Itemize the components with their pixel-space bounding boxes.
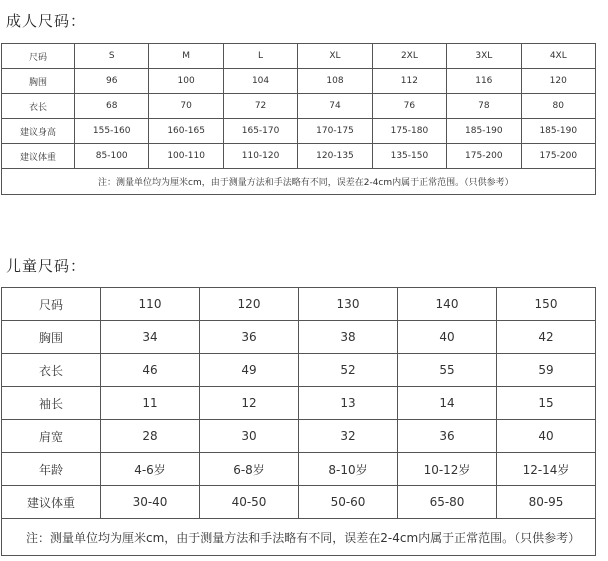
table-cell: 4XL <box>521 44 595 69</box>
table-cell: 100-110 <box>149 144 223 169</box>
table-cell: 40 <box>497 420 596 453</box>
table-cell: XL <box>298 44 372 69</box>
table-row <box>2 69 596 94</box>
table-cell: 155-160 <box>75 119 149 144</box>
table-row <box>2 321 596 354</box>
table-cell: 100 <box>149 69 223 94</box>
table-row <box>2 144 596 169</box>
row-label-cell: 衣长 <box>2 94 75 119</box>
table-cell: 116 <box>447 69 521 94</box>
table-cell: 72 <box>223 94 297 119</box>
adult-size-table <box>1 43 596 195</box>
table-cell: 55 <box>398 354 497 387</box>
table-cell: 110 <box>101 288 200 321</box>
row-label-cell: 年龄 <box>2 453 101 486</box>
table-cell: 30-40 <box>101 486 200 519</box>
table-cell: 70 <box>149 94 223 119</box>
table-cell: 2XL <box>372 44 446 69</box>
row-label-cell: 胸围 <box>2 69 75 94</box>
table-cell: 49 <box>200 354 299 387</box>
table-cell: 65-80 <box>398 486 497 519</box>
row-label-cell: 建议身高 <box>2 119 75 144</box>
child-size-table <box>1 287 596 556</box>
table-cell: 76 <box>372 94 446 119</box>
table-cell: 46 <box>101 354 200 387</box>
row-label-cell: 建议体重 <box>2 486 101 519</box>
table-cell: 78 <box>447 94 521 119</box>
header-row <box>2 288 596 321</box>
table-cell: 10-12岁 <box>398 453 497 486</box>
table-cell: 14 <box>398 387 497 420</box>
table-cell: 42 <box>497 321 596 354</box>
table-cell: 3XL <box>447 44 521 69</box>
table-cell: 28 <box>101 420 200 453</box>
row-label-cell: 尺码 <box>2 44 75 69</box>
table-cell: 185-190 <box>447 119 521 144</box>
measurement-note: 注：测量单位均为厘米cm，由于测量方法和手法略有不同，误差在2-4cm内属于正常范围。（只供参考） <box>2 169 596 195</box>
table-cell: 74 <box>298 94 372 119</box>
adult-size-title: 成人尺码： <box>6 12 87 30</box>
table-cell: 112 <box>372 69 446 94</box>
table-cell: 50-60 <box>299 486 398 519</box>
table-row <box>2 420 596 453</box>
table-cell: 68 <box>75 94 149 119</box>
table-cell: 120 <box>521 69 595 94</box>
table-cell: 13 <box>299 387 398 420</box>
table-cell: 185-190 <box>521 119 595 144</box>
table-row <box>2 354 596 387</box>
table-cell: 80-95 <box>497 486 596 519</box>
row-label-cell: 尺码 <box>2 288 101 321</box>
table-cell: 15 <box>497 387 596 420</box>
row-label-cell: 肩宽 <box>2 420 101 453</box>
table-row <box>2 94 596 119</box>
table-cell: 4-6岁 <box>101 453 200 486</box>
row-label-cell: 袖长 <box>2 387 101 420</box>
table-cell: 38 <box>299 321 398 354</box>
measurement-note: 注：测量单位均为厘米cm，由于测量方法和手法略有不同，误差在2-4cm内属于正常范围。（只供参考） <box>2 519 596 556</box>
table-cell: 140 <box>398 288 497 321</box>
table-cell: 40 <box>398 321 497 354</box>
table-cell: 175-200 <box>447 144 521 169</box>
table-cell: 135-150 <box>372 144 446 169</box>
table-cell: 34 <box>101 321 200 354</box>
row-label-cell: 建议体重 <box>2 144 75 169</box>
note-row <box>2 169 596 195</box>
table-cell: 36 <box>200 321 299 354</box>
table-cell: 110-120 <box>223 144 297 169</box>
table-cell: M <box>149 44 223 69</box>
table-cell: L <box>223 44 297 69</box>
table-row <box>2 387 596 420</box>
table-cell: 11 <box>101 387 200 420</box>
table-cell: 36 <box>398 420 497 453</box>
table-row <box>2 119 596 144</box>
table-cell: 32 <box>299 420 398 453</box>
table-cell: 175-200 <box>521 144 595 169</box>
table-cell: 120-135 <box>298 144 372 169</box>
table-cell: 108 <box>298 69 372 94</box>
table-cell: 130 <box>299 288 398 321</box>
table-cell: 59 <box>497 354 596 387</box>
table-cell: 80 <box>521 94 595 119</box>
table-cell: 8-10岁 <box>299 453 398 486</box>
table-cell: 12-14岁 <box>497 453 596 486</box>
table-cell: 85-100 <box>75 144 149 169</box>
table-cell: 30 <box>200 420 299 453</box>
table-row <box>2 453 596 486</box>
row-label-cell: 衣长 <box>2 354 101 387</box>
table-row <box>2 486 596 519</box>
table-cell: 104 <box>223 69 297 94</box>
table-cell: 96 <box>75 69 149 94</box>
table-cell: 52 <box>299 354 398 387</box>
header-row <box>2 44 596 69</box>
table-cell: 120 <box>200 288 299 321</box>
table-cell: 12 <box>200 387 299 420</box>
table-cell: 170-175 <box>298 119 372 144</box>
child-size-title: 儿童尺码： <box>6 257 87 275</box>
table-cell: 40-50 <box>200 486 299 519</box>
note-row <box>2 519 596 556</box>
table-cell: 165-170 <box>223 119 297 144</box>
table-cell: S <box>75 44 149 69</box>
table-cell: 150 <box>497 288 596 321</box>
row-label-cell: 胸围 <box>2 321 101 354</box>
table-cell: 175-180 <box>372 119 446 144</box>
table-cell: 6-8岁 <box>200 453 299 486</box>
table-cell: 160-165 <box>149 119 223 144</box>
